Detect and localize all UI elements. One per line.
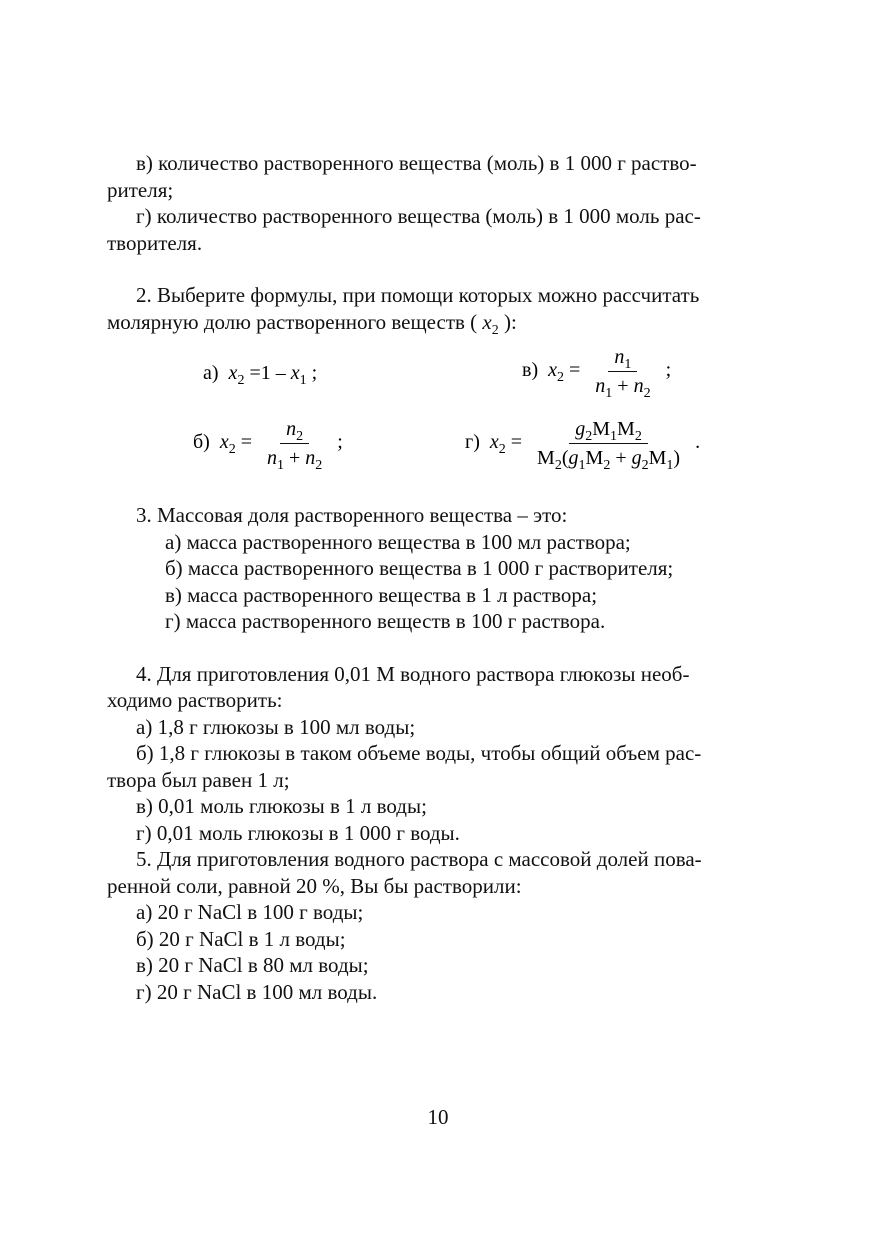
q3-option-v: в) масса растворенного вещества в 1 л раствора; xyxy=(165,582,598,607)
q4-option-a: а) 1,8 г глюкозы в 100 мл воды; xyxy=(136,714,416,739)
q4-option-g: г) 0,01 моль глюкозы в 1 000 г воды. xyxy=(136,820,460,845)
option-v-line2: рителя; xyxy=(107,177,174,202)
option-g-line1: г) количество растворенного вещества (моль) в 1 000 моль рас- xyxy=(136,204,701,228)
q4-line1: 4. Для приготовления 0,01 М водного раствора глюкозы необ- xyxy=(136,661,690,686)
q5-option-a: а) 20 г NaCl в 100 г воды; xyxy=(136,900,364,924)
option-g-line2: творителя. xyxy=(107,230,203,255)
q5-option-b: б) 20 г NaCl в 1 л воды; xyxy=(136,926,346,951)
q4-option-b-line1: б) 1,8 г глюкозы в таком объеме воды, чтобы общий объем рас- xyxy=(136,741,702,765)
page-content-lower xyxy=(107,502,769,1005)
formula-a: а) $x_2 =1 - x_1$ ; xyxy=(203,362,318,388)
fraction-v: $\frac{n_1}{n_1 + n_2}$ xyxy=(595,346,651,401)
q3-option-a: а) масса растворенного вещества в 100 мл раствора; xyxy=(165,529,631,554)
q4-option-b-line2: твора был равен 1 л; xyxy=(107,767,290,792)
q3-option-g: г) масса растворенного веществ в 100 г раствора. xyxy=(165,609,606,633)
q3-option-b: б) масса растворенного вещества в 1 000 г растворителя; xyxy=(165,556,674,580)
option-v-line1: в) количество растворенного вещества (моль) в 1 000 г раство- xyxy=(136,151,697,175)
q2-line1: 2. Выберите формулы, при помощи которых можно рассчитать xyxy=(136,283,700,307)
formula-v: в) $x_2$ = $\frac{n_1}{n_1 + n_2}$ ; xyxy=(522,346,672,401)
q5-option-g: г) 20 г NaCl в 100 мл воды. xyxy=(136,979,378,1004)
fraction-g: $\frac{g_2M_1M_2}{M_2(g_1M_2 + g_2M_1)}$ xyxy=(537,418,681,473)
q5-line1: 5. Для приготовления водного раствора с массовой долей пова- xyxy=(136,847,702,871)
q5-line2: ренной соли, равной 20 %, Вы бы растворили: xyxy=(107,873,522,898)
formula-b: б) $x_2$ = $\frac{n_2}{n_1 + n_2}$ ; xyxy=(193,418,343,473)
q3-title: 3. Массовая доля растворенного вещества – это: xyxy=(136,503,568,527)
page-content xyxy=(107,150,769,338)
page-number: 10 xyxy=(427,1105,449,1129)
q4-option-v: в) 0,01 моль глюкозы в 1 л воды; xyxy=(136,794,427,818)
q5-option-v: в) 20 г NaCl в 80 мл воды; xyxy=(136,953,369,977)
fraction-b: $\frac{n_2}{n_1 + n_2}$ xyxy=(267,418,323,473)
formula-g: г) $x_2$ = $\frac{g_2M_1M_2}{M_2(g_1M_2 + g_2M_1)}$ . xyxy=(465,418,701,473)
q2-line2: молярную долю растворенного веществ ( $x_2$ ): xyxy=(107,309,517,338)
q4-line2: ходимо растворить: xyxy=(107,688,283,712)
